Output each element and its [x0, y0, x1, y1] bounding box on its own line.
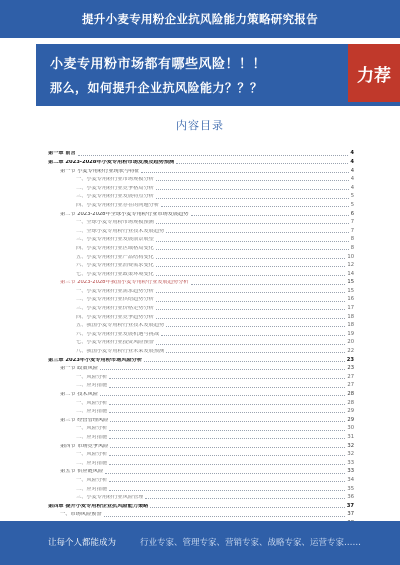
- toc-leader-dots: [156, 292, 346, 293]
- toc-entry-label: 第二节 2023-2028年全球小麦专用粉行业市场发展趋势: [60, 211, 189, 217]
- toc-entry[interactable]: [48, 148, 354, 157]
- toc-entry-label: 三、小麦专用粉行业价格走势分析: [76, 306, 154, 312]
- toc-entry-label: 一、小麦专用粉行业市场规模分析: [76, 177, 154, 183]
- toc-entry-page: 10: [347, 253, 354, 260]
- toc-entry[interactable]: [48, 191, 354, 200]
- toc-entry-label: 第一章 前言: [48, 151, 76, 157]
- toc-entry-page: 37: [347, 511, 354, 518]
- toc-entry-page: 4: [350, 150, 354, 157]
- toc-entry-label: 二、应对措施: [76, 460, 108, 466]
- toc-leader-dots: [150, 507, 344, 508]
- toc-entry[interactable]: [48, 217, 354, 226]
- toc-entry-page: 8: [350, 236, 354, 243]
- toc-leader-dots: [144, 361, 345, 362]
- header-bar: [0, 0, 400, 38]
- toc-entry-page: 20: [347, 339, 354, 346]
- table-of-contents: [48, 148, 354, 526]
- toc-leader-dots: [110, 421, 345, 422]
- toc-entry-label: 第五节 供应链风险: [60, 469, 104, 475]
- toc-entry-label: 六、小麦专用粉行业发展机遇与挑战: [76, 331, 160, 337]
- toc-leader-dots: [109, 438, 345, 439]
- toc-entry-page: 36: [347, 494, 354, 501]
- toc-leader-dots: [156, 249, 349, 250]
- toc-entry-label: 第一节 小麦专用粉行业现状与特征: [60, 168, 140, 174]
- toc-entry[interactable]: [48, 354, 354, 363]
- toc-entry-label: 一、风险分析: [76, 452, 108, 458]
- toc-entry-label: 二、小麦专用粉行业竞争格局分析: [76, 185, 154, 191]
- toc-entry-label: 四、小麦专用粉行业区域格局变化: [76, 245, 154, 251]
- toc-entry[interactable]: [48, 432, 354, 441]
- report-title: 提升小麦专用粉企业抗风险能力策略研究报告: [82, 12, 318, 26]
- toc-entry[interactable]: [48, 182, 354, 191]
- toc-entry-page: 7: [350, 219, 354, 226]
- toc-entry-page: 5: [350, 201, 354, 208]
- toc-entry[interactable]: [48, 363, 354, 372]
- toc-entry-page: 6: [350, 210, 354, 217]
- toc-entry-label: 第四章 提升小麦专用粉企业抗风险能力策略: [48, 503, 149, 509]
- toc-entry-page: 33: [347, 459, 354, 466]
- toc-entry-label: 三、小麦专用粉行业风险管理: [76, 495, 144, 501]
- toc-leader-dots: [156, 275, 346, 276]
- toc-entry-label: 四、小麦专用粉行业存在的问题分析: [76, 202, 160, 208]
- toc-entry-label: 一、风险分析: [76, 477, 108, 483]
- toc-entry-label: 第一节 政策风险: [60, 366, 98, 372]
- toc-entry[interactable]: [48, 208, 354, 217]
- toc-entry-page: 31: [347, 433, 354, 440]
- toc-entry-label: 三、小麦专用粉行业发展特点分析: [76, 194, 154, 200]
- toc-entry-page: 4: [350, 184, 354, 191]
- toc-entry-page: 33: [347, 468, 354, 475]
- toc-leader-dots: [156, 309, 346, 310]
- toc-entry[interactable]: [48, 414, 354, 423]
- toc-leader-dots: [156, 318, 346, 319]
- toc-entry-page: 7: [350, 227, 354, 234]
- toc-entry-page: 16: [347, 296, 354, 303]
- toc-entry-page: 15: [347, 287, 354, 294]
- toc-entry[interactable]: [48, 423, 354, 432]
- toc-entry[interactable]: [48, 466, 354, 475]
- toc-leader-dots: [166, 352, 345, 353]
- toc-entry[interactable]: [48, 251, 354, 260]
- toc-entry[interactable]: [48, 294, 354, 303]
- toc-entry-page: 29: [347, 408, 354, 415]
- toc-entry-page: 4: [350, 158, 354, 165]
- toc-entry[interactable]: [48, 449, 354, 458]
- toc-entry[interactable]: [48, 389, 354, 398]
- toc-leader-dots: [141, 172, 348, 173]
- toc-leader-dots: [109, 481, 345, 482]
- toc-leader-dots: [109, 404, 345, 405]
- toc-leader-dots: [109, 378, 345, 379]
- toc-entry[interactable]: [48, 457, 354, 466]
- toc-entry-label: 八、我国小麦专用粉行业未来发展预测: [76, 349, 165, 355]
- toc-entry[interactable]: [48, 346, 354, 355]
- toc-entry[interactable]: [48, 243, 354, 252]
- toc-entry-label: 第四节 市场竞争风险: [60, 443, 109, 449]
- toc-entry[interactable]: [48, 165, 354, 174]
- toc-leader-dots: [109, 387, 345, 388]
- toc-entry[interactable]: [48, 328, 354, 337]
- footer-bar: [0, 521, 400, 565]
- toc-entry[interactable]: [48, 440, 354, 449]
- toc-entry-label: 四、小麦专用粉行业竞争趋势分析: [76, 314, 154, 320]
- toc-entry-label: 五、我国小麦专用粉行业技术发展趋势: [76, 323, 165, 329]
- toc-entry-page: 34: [347, 476, 354, 483]
- toc-entry-page: 23: [346, 356, 354, 363]
- toc-entry-label: 第三章 2023年小麦专用粉市场风险分析: [48, 357, 143, 363]
- toc-entry[interactable]: [48, 509, 354, 518]
- toc-entry-page: 18: [347, 313, 354, 320]
- toc-entry-label: 五、小麦专用粉行业产品结构变化: [76, 254, 154, 260]
- toc-entry[interactable]: [48, 286, 354, 295]
- toc-entry[interactable]: [48, 406, 354, 415]
- toc-leader-dots: [156, 344, 346, 345]
- toc-entry-label: 二、应对措施: [76, 486, 108, 492]
- toc-entry[interactable]: [48, 311, 354, 320]
- hero-banner: [36, 44, 400, 106]
- toc-entry-label: 二、应对措施: [76, 383, 108, 389]
- toc-leader-dots: [161, 335, 345, 336]
- toc-entry-label: 第三节 2023-2028年我国小麦专用粉行业发展趋势分析: [60, 280, 189, 286]
- toc-entry-label: 七、小麦专用粉行业政策环境变化: [76, 271, 154, 277]
- toc-entry-label: 第二节 技术风险: [60, 392, 98, 398]
- toc-entry[interactable]: [48, 234, 354, 243]
- toc-leader-dots: [156, 189, 349, 190]
- toc-entry-label: 二、应对措施: [76, 434, 108, 440]
- toc-entry-page: 30: [347, 425, 354, 432]
- toc-leader-dots: [104, 516, 346, 517]
- toc-entry[interactable]: [48, 483, 354, 492]
- toc-entry[interactable]: [48, 500, 354, 509]
- recommend-badge: 力荐: [348, 44, 400, 102]
- toc-leader-dots: [156, 223, 349, 224]
- toc-entry-page: 5: [350, 193, 354, 200]
- toc-entry-page: 12: [347, 262, 354, 269]
- toc-leader-dots: [161, 206, 349, 207]
- toc-entry-label: 第三节 经营管理风险: [60, 417, 109, 423]
- toc-entry-page: 14: [347, 270, 354, 277]
- toc-entry-label: 七、小麦专用粉行业投资风险预警: [76, 340, 154, 346]
- toc-leader-dots: [166, 232, 348, 233]
- toc-leader-dots: [109, 430, 345, 431]
- toc-entry-page: 27: [347, 373, 354, 380]
- toc-leader-dots: [156, 241, 349, 242]
- toc-leader-dots: [100, 395, 345, 396]
- toc-entry-page: 4: [350, 167, 354, 174]
- toc-entry-label: 六、小麦专用粉行业消费需求变化: [76, 263, 154, 269]
- toc-entry[interactable]: [48, 277, 354, 286]
- toc-entry-page: 4: [350, 176, 354, 183]
- toc-entry-page: 8: [350, 244, 354, 251]
- toc-leader-dots: [156, 198, 349, 199]
- toc-entry-label: 第二章 2023-2028年小麦专用粉市场发展及趋势预测: [48, 159, 175, 165]
- toc-entry[interactable]: [48, 371, 354, 380]
- toc-leader-dots: [109, 464, 345, 465]
- toc-leader-dots: [100, 369, 345, 370]
- toc-entry-page: 28: [347, 399, 354, 406]
- toc-entry-page: 29: [347, 416, 354, 423]
- toc-entry-page: 28: [347, 391, 354, 398]
- toc-leader-dots: [109, 412, 345, 413]
- toc-entry[interactable]: [48, 303, 354, 312]
- toc-entry-label: 一、市场风险预警: [60, 512, 102, 518]
- hero-subquestion: 那么，如何提升企业抗风险能力？？？: [50, 81, 263, 95]
- toc-leader-dots: [105, 473, 345, 474]
- toc-entry-page: 22: [347, 348, 354, 355]
- toc-entry[interactable]: [48, 475, 354, 484]
- toc-entry-page: 23: [347, 365, 354, 372]
- toc-leader-dots: [156, 266, 346, 267]
- toc-entry-label: 二、应对措施: [76, 409, 108, 415]
- toc-leader-dots: [78, 155, 349, 156]
- toc-leader-dots: [156, 258, 346, 259]
- toc-leader-dots: [156, 301, 346, 302]
- toc-leader-dots: [109, 490, 345, 491]
- toc-leader-dots: [109, 455, 345, 456]
- toc-entry-label: 一、风险分析: [76, 374, 108, 380]
- toc-leader-dots: [110, 447, 345, 448]
- toc-entry[interactable]: [48, 260, 354, 269]
- toc-entry[interactable]: [48, 380, 354, 389]
- footer-expert-list: 行业专家、管理专家、营销专家、战略专家、运营专家……: [140, 538, 362, 548]
- toc-entry-page: 27: [347, 382, 354, 389]
- toc-entry-page: 18: [347, 322, 354, 329]
- toc-entry-page: 32: [347, 442, 354, 449]
- toc-entry[interactable]: [48, 200, 354, 209]
- toc-entry-page: 35: [347, 485, 354, 492]
- toc-entry[interactable]: [48, 268, 354, 277]
- toc-entry-page: 37: [346, 502, 354, 509]
- toc-entry[interactable]: [48, 320, 354, 329]
- toc-entry-label: 三、小麦专用粉行业发展前景展望: [76, 237, 154, 243]
- toc-entry[interactable]: [48, 337, 354, 346]
- toc-entry-label: 一、风险分析: [76, 426, 108, 432]
- toc-entry-page: 17: [347, 305, 354, 312]
- toc-leader-dots: [176, 163, 348, 164]
- toc-entry-label: 一、风险分析: [76, 400, 108, 406]
- toc-leader-dots: [191, 215, 349, 216]
- toc-entry-page: 32: [347, 451, 354, 458]
- hero-question: 小麦专用粉市场都有哪些风险！！！: [50, 57, 267, 72]
- footer-slogan: 让每个人都能成为: [48, 538, 117, 548]
- toc-entry-label: 二、小麦专用粉行业供给趋势分析: [76, 297, 154, 303]
- toc-entry[interactable]: [48, 157, 354, 166]
- toc-entry-page: 15: [347, 279, 354, 286]
- toc-leader-dots: [166, 326, 345, 327]
- toc-entry[interactable]: [48, 225, 354, 234]
- toc-entry-page: 19: [347, 330, 354, 337]
- toc-leader-dots: [145, 498, 345, 499]
- toc-entry[interactable]: [48, 492, 354, 501]
- toc-title: 内容目录: [176, 119, 224, 132]
- toc-entry-label: 一、小麦专用粉行业需求趋势分析: [76, 288, 154, 294]
- toc-leader-dots: [191, 284, 346, 285]
- toc-leader-dots: [156, 180, 349, 181]
- toc-entry[interactable]: [48, 174, 354, 183]
- toc-entry-label: 二、全球小麦专用粉行业技术发展趋势: [76, 228, 165, 234]
- toc-entry-label: 一、全球小麦专用粉市场规模预测: [76, 220, 154, 226]
- toc-entry[interactable]: [48, 397, 354, 406]
